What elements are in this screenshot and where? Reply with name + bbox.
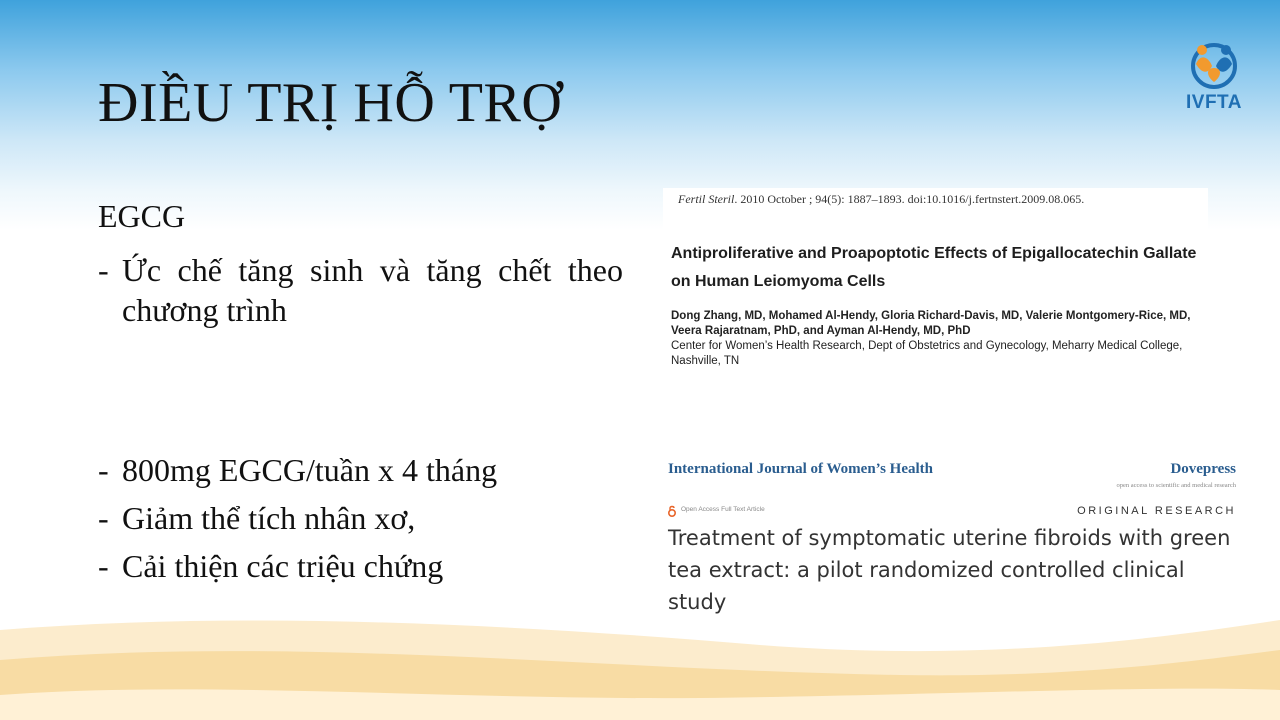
bullet-text: Cải thiện các triệu chứng xyxy=(122,548,444,584)
bullet-text: 800mg EGCG/tuần x 4 tháng xyxy=(122,452,498,488)
article-authors: Dong Zhang, MD, Mohamed Al-Hendy, Gloria Richard-Davis, MD, Valerie Montgomery-Rice, MD, Veera Rajaratnam, PhD, and Ayman Al-Hendy, MD, PhD xyxy=(671,310,1191,337)
article-title: Antiproliferative and Proapoptotic Effects of Epigallocatechin Gallate on Human Leiomyoma Cells xyxy=(671,245,1197,290)
article-snippet-ijwh xyxy=(663,455,1243,620)
open-access-label: Open Access Full Text Article xyxy=(681,506,765,513)
article-section-label: ORIGINAL RESEARCH xyxy=(1077,505,1236,517)
article-snippet-fertil-steril xyxy=(663,188,1208,374)
list-item xyxy=(98,498,638,538)
slide-title: ĐIỀU TRỊ HỖ TRỢ xyxy=(98,72,563,134)
bullet-text: Giảm thể tích nhân xơ, xyxy=(122,500,416,536)
article-title: Treatment of symptomatic uterine fibroids with green tea extract: a pilot randomized controlled clinical study xyxy=(668,526,1231,614)
list-item xyxy=(98,546,638,586)
bullet-marker: - xyxy=(98,548,109,584)
bullet-list-results xyxy=(98,450,638,594)
list-item xyxy=(98,450,638,490)
list-item xyxy=(98,250,623,330)
open-access-icon xyxy=(667,505,677,517)
ivfta-logo xyxy=(1178,38,1250,114)
family-logo-icon xyxy=(1188,38,1240,90)
journal-name: Fertil Steril xyxy=(678,192,735,206)
citation-details: . 2010 October ; 94(5): 1887–1893. doi:10.1016/j.fertnstert.2009.08.065. xyxy=(734,192,1085,206)
article-citation xyxy=(678,192,1084,207)
bullet-marker: - xyxy=(98,252,109,288)
publisher-name: Dovepress xyxy=(1170,461,1236,477)
publisher-tagline: open access to scientific and medical research xyxy=(1116,482,1236,489)
article-affiliation: Center for Women’s Health Research, Dept of Obstetrics and Gynecology, Meharry Medical College, Nashville, TN xyxy=(671,340,1183,367)
journal-name: International Journal of Women’s Health xyxy=(668,461,934,477)
bullet-marker: - xyxy=(98,452,109,488)
bullet-marker: - xyxy=(98,500,109,536)
bullet-list-mechanism xyxy=(98,250,623,330)
bullet-text: Ức chế tăng sinh và tăng chết theo chương trình xyxy=(122,252,623,328)
topic-heading: EGCG xyxy=(98,198,186,234)
logo-text: IVFTA xyxy=(1186,92,1242,113)
